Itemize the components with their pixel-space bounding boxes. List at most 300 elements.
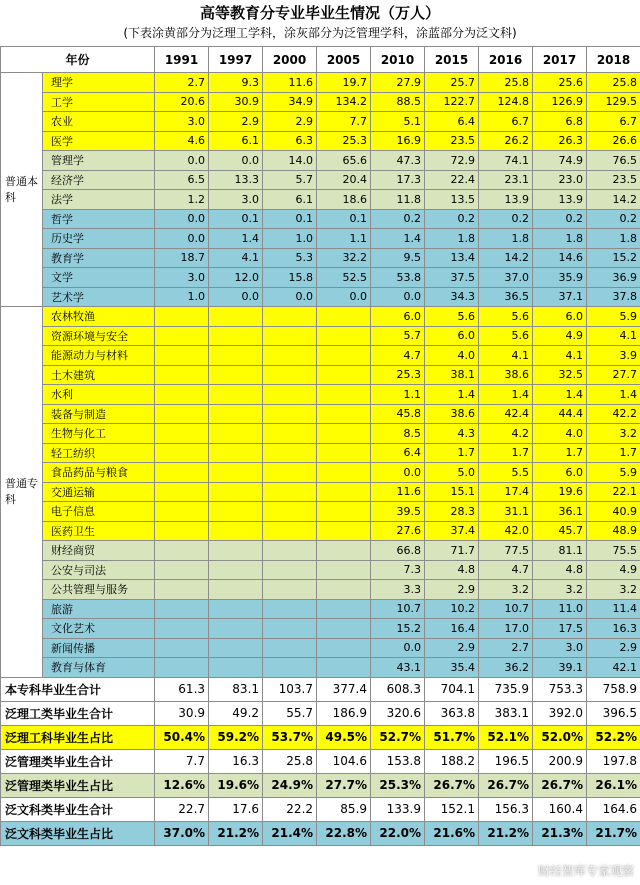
value-cell: 129.5: [587, 92, 640, 112]
value-cell: 6.4: [371, 443, 425, 463]
value-cell: 5.1: [371, 112, 425, 132]
summary-value: 26.7%: [479, 773, 533, 797]
value-cell: 37.0: [479, 268, 533, 288]
value-cell: 11.6: [263, 73, 317, 93]
value-cell: 38.6: [479, 365, 533, 385]
value-cell: 2.9: [263, 112, 317, 132]
category-name: 交通运输: [43, 482, 155, 502]
value-cell: [317, 560, 371, 580]
summary-value: 21.7%: [587, 821, 640, 845]
value-cell: 0.0: [209, 287, 263, 307]
value-cell: 3.9: [587, 346, 640, 366]
value-cell: 28.3: [425, 502, 479, 522]
value-cell: 44.4: [533, 404, 587, 424]
category-name: 工学: [43, 92, 155, 112]
value-cell: 5.3: [263, 248, 317, 268]
value-cell: 52.5: [317, 268, 371, 288]
summary-label: 泛理工类毕业生合计: [1, 701, 155, 725]
value-cell: [209, 463, 263, 483]
value-cell: 1.7: [425, 443, 479, 463]
value-cell: 1.2: [155, 190, 209, 210]
value-cell: 2.9: [425, 580, 479, 600]
value-cell: 0.1: [317, 209, 371, 229]
value-cell: [209, 502, 263, 522]
summary-value: 22.2: [263, 797, 317, 821]
value-cell: [263, 502, 317, 522]
value-cell: 6.5: [155, 170, 209, 190]
summary-value: 753.3: [533, 677, 587, 701]
category-row: [1, 404, 640, 424]
summary-value: 17.6: [209, 797, 263, 821]
value-cell: 0.0: [371, 638, 425, 658]
category-name: 法学: [43, 190, 155, 210]
value-cell: [263, 443, 317, 463]
value-cell: 27.9: [371, 73, 425, 93]
year-header: 2005: [317, 47, 371, 73]
value-cell: [155, 521, 209, 541]
value-cell: 126.9: [533, 92, 587, 112]
value-cell: [155, 482, 209, 502]
value-cell: 72.9: [425, 151, 479, 171]
value-cell: 74.9: [533, 151, 587, 171]
category-row: [1, 268, 640, 288]
value-cell: [155, 599, 209, 619]
value-cell: [263, 580, 317, 600]
year-header: 2010: [371, 47, 425, 73]
value-cell: 0.0: [263, 287, 317, 307]
value-cell: 4.1: [533, 346, 587, 366]
value-cell: 5.6: [479, 326, 533, 346]
value-cell: 36.5: [479, 287, 533, 307]
value-cell: 4.1: [209, 248, 263, 268]
year-header: 2018: [587, 47, 640, 73]
graduates-table: [0, 46, 640, 846]
summary-value: 26.7%: [425, 773, 479, 797]
value-cell: [317, 521, 371, 541]
value-cell: [155, 463, 209, 483]
value-cell: 5.0: [425, 463, 479, 483]
value-cell: 35.9: [533, 268, 587, 288]
value-cell: 5.5: [479, 463, 533, 483]
category-row: [1, 151, 640, 171]
value-cell: [263, 541, 317, 561]
value-cell: 15.8: [263, 268, 317, 288]
summary-value: 85.9: [317, 797, 371, 821]
value-cell: 1.4: [209, 229, 263, 249]
value-cell: 6.4: [425, 112, 479, 132]
year-header: 2016: [479, 47, 533, 73]
value-cell: 22.4: [425, 170, 479, 190]
value-cell: 77.5: [479, 541, 533, 561]
category-name: 管理学: [43, 151, 155, 171]
summary-value: 24.9%: [263, 773, 317, 797]
value-cell: [209, 326, 263, 346]
value-cell: [155, 346, 209, 366]
value-cell: 6.0: [371, 307, 425, 327]
summary-value: 320.6: [371, 701, 425, 725]
value-cell: [209, 365, 263, 385]
category-name: 电子信息: [43, 502, 155, 522]
category-name: 文化艺术: [43, 619, 155, 639]
value-cell: [317, 307, 371, 327]
value-cell: 2.7: [479, 638, 533, 658]
value-cell: 76.5: [587, 151, 640, 171]
summary-row: [1, 701, 640, 725]
value-cell: [209, 658, 263, 678]
value-cell: 43.1: [371, 658, 425, 678]
value-cell: 4.0: [425, 346, 479, 366]
value-cell: 5.9: [587, 307, 640, 327]
value-cell: 19.7: [317, 73, 371, 93]
category-name: 文学: [43, 268, 155, 288]
value-cell: 0.2: [587, 209, 640, 229]
category-row: [1, 229, 640, 249]
value-cell: 4.1: [587, 326, 640, 346]
value-cell: 34.9: [263, 92, 317, 112]
value-cell: 1.0: [155, 287, 209, 307]
value-cell: 42.0: [479, 521, 533, 541]
value-cell: 4.3: [425, 424, 479, 444]
value-cell: [155, 326, 209, 346]
category-name: 食品药品与粮食: [43, 463, 155, 483]
value-cell: 6.0: [533, 307, 587, 327]
value-cell: 26.3: [533, 131, 587, 151]
category-name: 农林牧渔: [43, 307, 155, 327]
summary-value: 104.6: [317, 749, 371, 773]
value-cell: 3.0: [209, 190, 263, 210]
value-cell: 10.7: [371, 599, 425, 619]
value-cell: 32.5: [533, 365, 587, 385]
value-cell: 15.1: [425, 482, 479, 502]
value-cell: 1.1: [371, 385, 425, 405]
summary-value: 363.8: [425, 701, 479, 725]
year-header: 2000: [263, 47, 317, 73]
year-header-label: 年份: [1, 47, 155, 73]
summary-value: 22.8%: [317, 821, 371, 845]
year-header: 1997: [209, 47, 263, 73]
category-row: [1, 365, 640, 385]
value-cell: 45.7: [533, 521, 587, 541]
value-cell: 0.2: [533, 209, 587, 229]
title-block: [0, 0, 640, 46]
value-cell: 1.4: [533, 385, 587, 405]
value-cell: 18.7: [155, 248, 209, 268]
summary-value: 52.0%: [533, 725, 587, 749]
value-cell: 2.9: [587, 638, 640, 658]
value-cell: 3.0: [533, 638, 587, 658]
header-row: [1, 47, 640, 73]
summary-value: 7.7: [155, 749, 209, 773]
value-cell: [209, 385, 263, 405]
value-cell: 17.4: [479, 482, 533, 502]
value-cell: [317, 385, 371, 405]
value-cell: [209, 560, 263, 580]
category-name: 旅游: [43, 599, 155, 619]
value-cell: 26.6: [587, 131, 640, 151]
value-cell: [155, 424, 209, 444]
category-row: [1, 638, 640, 658]
value-cell: [263, 619, 317, 639]
value-cell: 3.0: [155, 112, 209, 132]
value-cell: 4.7: [479, 560, 533, 580]
value-cell: [209, 638, 263, 658]
summary-row: [1, 749, 640, 773]
summary-value: 758.9: [587, 677, 640, 701]
value-cell: 14.0: [263, 151, 317, 171]
value-cell: [155, 365, 209, 385]
category-name: 装备与制造: [43, 404, 155, 424]
summary-value: 16.3: [209, 749, 263, 773]
value-cell: 31.1: [479, 502, 533, 522]
value-cell: 25.6: [533, 73, 587, 93]
value-cell: [209, 599, 263, 619]
value-cell: 3.2: [479, 580, 533, 600]
value-cell: 1.8: [425, 229, 479, 249]
value-cell: 26.2: [479, 131, 533, 151]
value-cell: 0.1: [209, 209, 263, 229]
category-name: 医药卫生: [43, 521, 155, 541]
value-cell: 22.1: [587, 482, 640, 502]
value-cell: 45.8: [371, 404, 425, 424]
summary-value: 61.3: [155, 677, 209, 701]
summary-value: 156.3: [479, 797, 533, 821]
value-cell: [317, 463, 371, 483]
summary-label: 本专科毕业生合计: [1, 677, 155, 701]
value-cell: 15.2: [587, 248, 640, 268]
summary-value: 21.4%: [263, 821, 317, 845]
summary-value: 103.7: [263, 677, 317, 701]
category-name: 教育与体育: [43, 658, 155, 678]
value-cell: 1.7: [533, 443, 587, 463]
summary-row: [1, 773, 640, 797]
category-name: 轻工纺织: [43, 443, 155, 463]
value-cell: [263, 658, 317, 678]
category-row: [1, 482, 640, 502]
category-name: 公共管理与服务: [43, 580, 155, 600]
value-cell: 4.9: [587, 560, 640, 580]
value-cell: 0.2: [425, 209, 479, 229]
summary-value: 22.7: [155, 797, 209, 821]
summary-value: 37.0%: [155, 821, 209, 845]
summary-value: 26.7%: [533, 773, 587, 797]
summary-label: 泛管理类毕业生占比: [1, 773, 155, 797]
category-name: 土木建筑: [43, 365, 155, 385]
category-row: [1, 424, 640, 444]
table-body: [1, 73, 640, 846]
value-cell: [317, 365, 371, 385]
summary-value: 25.8: [263, 749, 317, 773]
value-cell: [209, 482, 263, 502]
category-row: [1, 209, 640, 229]
value-cell: [317, 599, 371, 619]
value-cell: [263, 404, 317, 424]
year-header: 2015: [425, 47, 479, 73]
value-cell: 6.1: [263, 190, 317, 210]
value-cell: 74.1: [479, 151, 533, 171]
value-cell: 0.0: [371, 463, 425, 483]
value-cell: 16.9: [371, 131, 425, 151]
year-header: 2017: [533, 47, 587, 73]
summary-value: 83.1: [209, 677, 263, 701]
summary-value: 55.7: [263, 701, 317, 725]
category-row: [1, 131, 640, 151]
summary-row: [1, 725, 640, 749]
category-row: [1, 463, 640, 483]
value-cell: 27.6: [371, 521, 425, 541]
summary-value: 21.3%: [533, 821, 587, 845]
value-cell: 75.5: [587, 541, 640, 561]
value-cell: 66.8: [371, 541, 425, 561]
category-name: 历史学: [43, 229, 155, 249]
value-cell: 8.5: [371, 424, 425, 444]
category-row: [1, 112, 640, 132]
value-cell: 4.0: [533, 424, 587, 444]
value-cell: 4.6: [155, 131, 209, 151]
value-cell: 35.4: [425, 658, 479, 678]
value-cell: 88.5: [371, 92, 425, 112]
summary-value: 200.9: [533, 749, 587, 773]
value-cell: 0.0: [209, 151, 263, 171]
value-cell: 5.6: [479, 307, 533, 327]
value-cell: 7.7: [317, 112, 371, 132]
value-cell: [209, 346, 263, 366]
value-cell: [155, 307, 209, 327]
category-name: 新闻传播: [43, 638, 155, 658]
value-cell: 124.8: [479, 92, 533, 112]
value-cell: 0.0: [155, 229, 209, 249]
category-row: [1, 580, 640, 600]
value-cell: [317, 443, 371, 463]
category-row: [1, 190, 640, 210]
value-cell: [263, 560, 317, 580]
value-cell: 23.5: [587, 170, 640, 190]
category-name: 经济学: [43, 170, 155, 190]
value-cell: 10.2: [425, 599, 479, 619]
summary-row: [1, 797, 640, 821]
value-cell: [263, 424, 317, 444]
value-cell: [263, 346, 317, 366]
value-cell: 0.2: [479, 209, 533, 229]
value-cell: 30.9: [209, 92, 263, 112]
value-cell: 5.7: [263, 170, 317, 190]
value-cell: 37.1: [533, 287, 587, 307]
summary-value: 396.5: [587, 701, 640, 725]
value-cell: 81.1: [533, 541, 587, 561]
category-row: [1, 541, 640, 561]
summary-value: 12.6%: [155, 773, 209, 797]
value-cell: 71.7: [425, 541, 479, 561]
value-cell: 6.0: [425, 326, 479, 346]
value-cell: 12.0: [209, 268, 263, 288]
value-cell: [317, 658, 371, 678]
value-cell: 37.5: [425, 268, 479, 288]
value-cell: 11.4: [587, 599, 640, 619]
value-cell: [263, 385, 317, 405]
value-cell: 18.6: [317, 190, 371, 210]
value-cell: [209, 521, 263, 541]
category-name: 医学: [43, 131, 155, 151]
value-cell: 14.2: [587, 190, 640, 210]
category-name: 哲学: [43, 209, 155, 229]
group-label: 普通本科: [1, 73, 43, 307]
value-cell: 4.2: [479, 424, 533, 444]
value-cell: 65.6: [317, 151, 371, 171]
value-cell: [209, 424, 263, 444]
summary-value: 21.2%: [209, 821, 263, 845]
value-cell: 25.8: [587, 73, 640, 93]
summary-value: 164.6: [587, 797, 640, 821]
value-cell: 3.2: [587, 424, 640, 444]
value-cell: 2.9: [209, 112, 263, 132]
value-cell: 39.5: [371, 502, 425, 522]
summary-value: 21.6%: [425, 821, 479, 845]
value-cell: 19.6: [533, 482, 587, 502]
category-row: [1, 73, 640, 93]
category-name: 水利: [43, 385, 155, 405]
value-cell: 7.3: [371, 560, 425, 580]
value-cell: [317, 638, 371, 658]
category-row: [1, 170, 640, 190]
value-cell: 3.3: [371, 580, 425, 600]
value-cell: 38.1: [425, 365, 479, 385]
value-cell: 32.2: [317, 248, 371, 268]
category-row: [1, 599, 640, 619]
value-cell: 25.3: [317, 131, 371, 151]
value-cell: 122.7: [425, 92, 479, 112]
page-title: 高等教育分专业毕业生情况（万人）: [199, 4, 440, 22]
category-row: [1, 619, 640, 639]
value-cell: 42.4: [479, 404, 533, 424]
value-cell: 1.4: [587, 385, 640, 405]
value-cell: [317, 619, 371, 639]
value-cell: 3.2: [587, 580, 640, 600]
category-row: [1, 385, 640, 405]
category-row: [1, 248, 640, 268]
value-cell: 2.7: [155, 73, 209, 93]
value-cell: 1.8: [479, 229, 533, 249]
value-cell: 27.7: [587, 365, 640, 385]
summary-label: 泛管理类毕业生合计: [1, 749, 155, 773]
value-cell: 1.4: [425, 385, 479, 405]
value-cell: 6.7: [479, 112, 533, 132]
value-cell: 1.1: [317, 229, 371, 249]
year-header: 1991: [155, 47, 209, 73]
value-cell: 5.6: [425, 307, 479, 327]
value-cell: 1.0: [263, 229, 317, 249]
value-cell: 16.4: [425, 619, 479, 639]
value-cell: [209, 404, 263, 424]
value-cell: 10.7: [479, 599, 533, 619]
value-cell: [263, 307, 317, 327]
value-cell: 13.9: [533, 190, 587, 210]
value-cell: 0.1: [263, 209, 317, 229]
value-cell: 9.3: [209, 73, 263, 93]
value-cell: 23.5: [425, 131, 479, 151]
value-cell: [155, 619, 209, 639]
value-cell: 16.3: [587, 619, 640, 639]
value-cell: 15.2: [371, 619, 425, 639]
value-cell: 6.8: [533, 112, 587, 132]
value-cell: 37.8: [587, 287, 640, 307]
value-cell: 11.0: [533, 599, 587, 619]
value-cell: [155, 638, 209, 658]
value-cell: [317, 424, 371, 444]
value-cell: [263, 326, 317, 346]
summary-value: 53.7%: [263, 725, 317, 749]
value-cell: 1.8: [587, 229, 640, 249]
summary-value: 19.6%: [209, 773, 263, 797]
summary-value: 735.9: [479, 677, 533, 701]
